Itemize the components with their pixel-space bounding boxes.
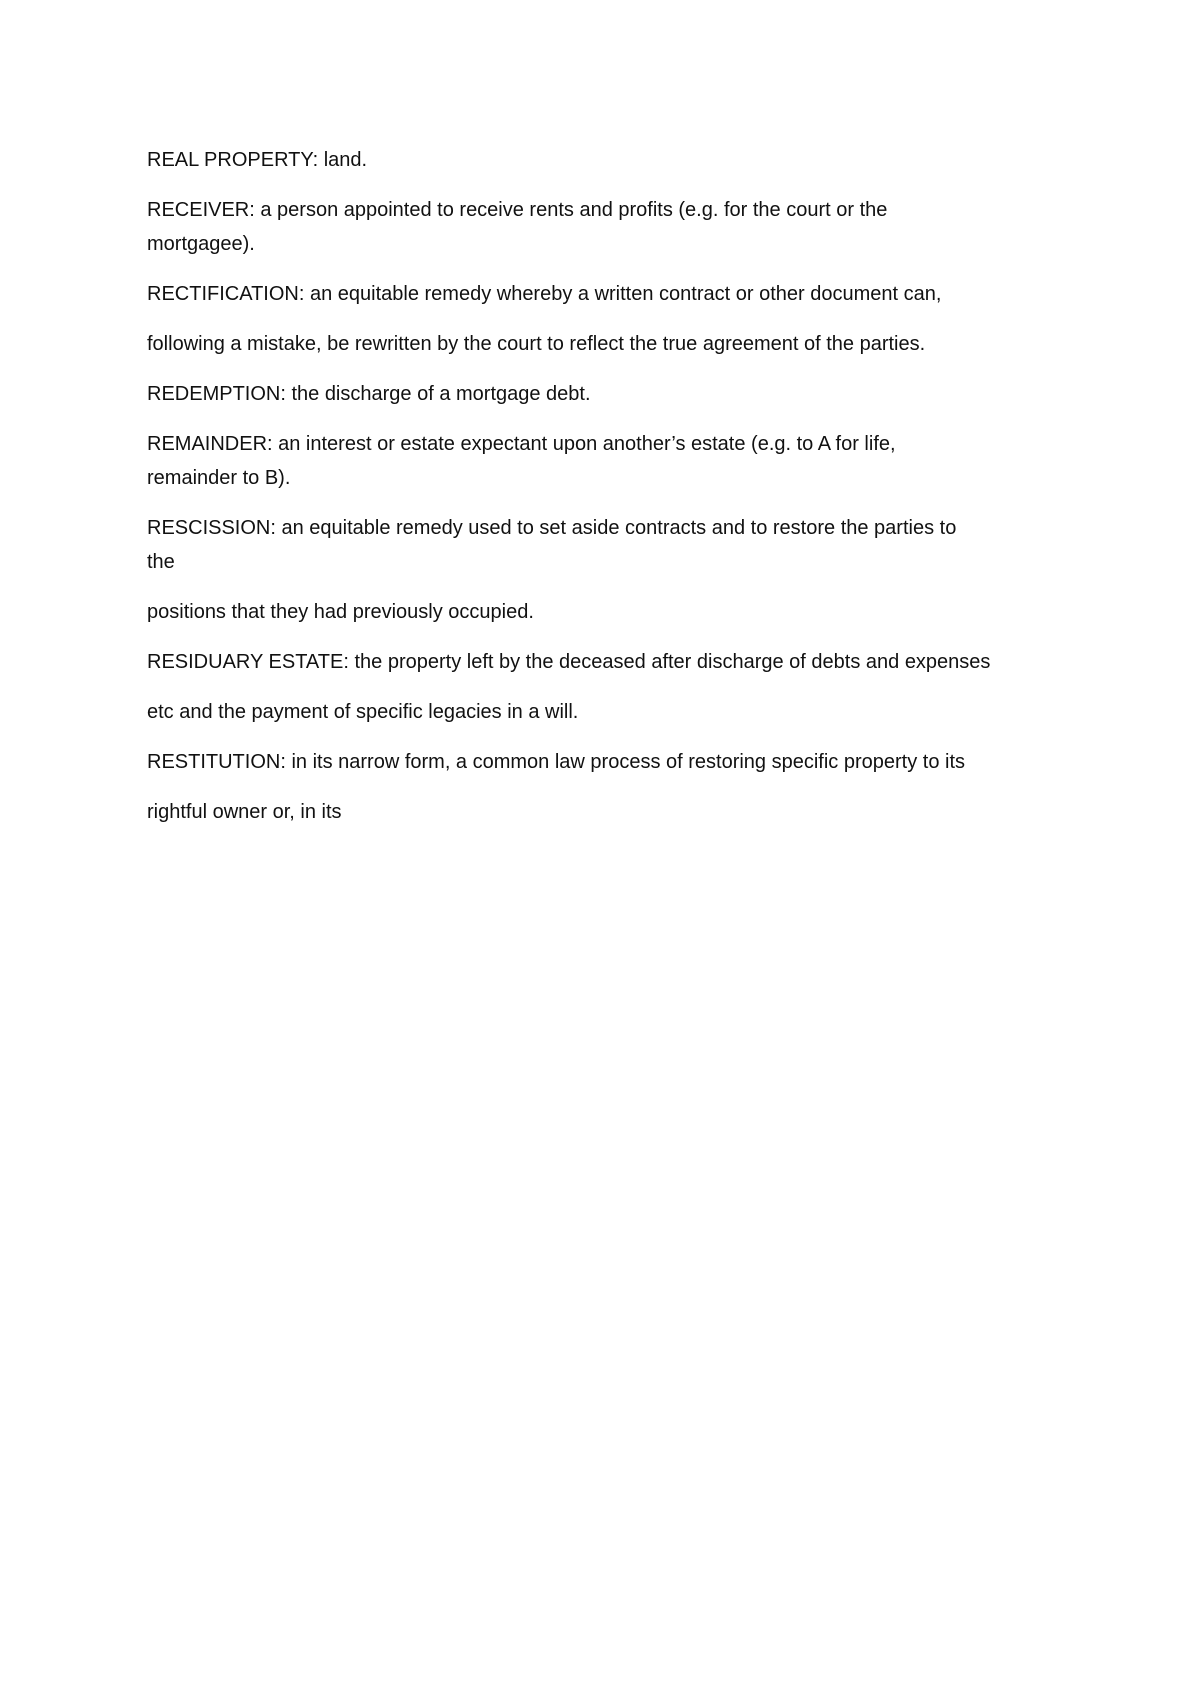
- paragraph-receiver: [147, 193, 1067, 261]
- paragraph-rescission-cont: [147, 595, 1067, 629]
- paragraph-residuary-estate-cont: [147, 695, 1067, 729]
- paragraph-rectification-cont: [147, 327, 1067, 361]
- paragraph-line: REDEMPTION: the discharge of a mortgage debt.: [147, 383, 591, 405]
- paragraph-line: RESTITUTION: in its narrow form, a common law process of restoring specific property to its: [147, 751, 966, 773]
- paragraph-restitution: [147, 745, 1067, 779]
- paragraph-residuary-estate: [147, 645, 1067, 679]
- paragraph-line: REAL PROPERTY: land.: [147, 149, 368, 171]
- document-body: [147, 143, 1067, 845]
- paragraph-real-property: [147, 143, 1067, 177]
- paragraph-line: positions that they had previously occupied.: [147, 601, 534, 623]
- paragraph-redemption: [147, 377, 1067, 411]
- paragraph-line: mortgagee).: [147, 233, 255, 255]
- paragraph-line: following a mistake, be rewritten by the court to reflect the true agreement of the parties.: [147, 333, 926, 355]
- paragraph-line: RECTIFICATION: an equitable remedy whereby a written contract or other document can,: [147, 283, 942, 305]
- paragraph-remainder: [147, 427, 1067, 495]
- paragraph-rescission: [147, 511, 1067, 579]
- paragraph-line: RECEIVER: a person appointed to receive rents and profits (e.g. for the court or the: [147, 199, 888, 221]
- paragraph-line: RESCISSION: an equitable remedy used to set aside contracts and to restore the parties to: [147, 517, 957, 539]
- paragraph-restitution-cont: [147, 795, 1067, 829]
- paragraph-rectification: [147, 277, 1067, 311]
- paragraph-line: rightful owner or, in its: [147, 801, 342, 823]
- paragraph-line: REMAINDER: an interest or estate expectant upon another’s estate (e.g. to A for life,: [147, 433, 896, 455]
- paragraph-line: etc and the payment of specific legacies in a will.: [147, 701, 579, 723]
- paragraph-line: the: [147, 551, 175, 573]
- paragraph-line: RESIDUARY ESTATE: the property left by the deceased after discharge of debts and expenses: [147, 651, 991, 673]
- paragraph-line: remainder to B).: [147, 467, 291, 489]
